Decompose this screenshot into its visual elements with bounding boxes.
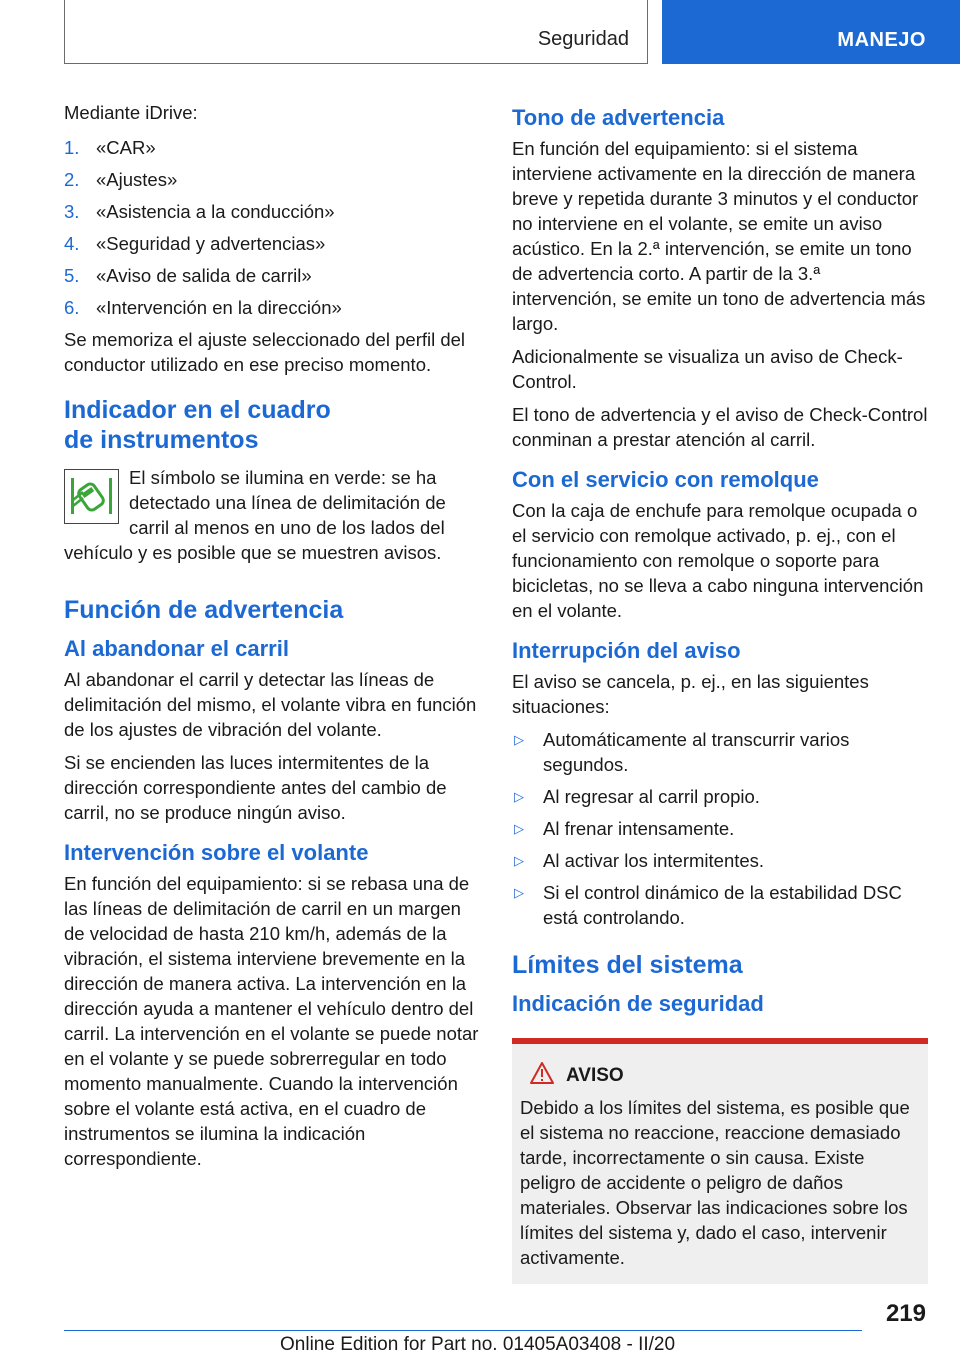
page-number: 219 xyxy=(885,1300,926,1327)
step-text: «Intervención en la dirección» xyxy=(96,297,342,318)
indicator-text: El símbolo se ilumina en verde: se ha detectado una línea de delimitación de carril al menos en uno de los lados del vehículo y es posible que se muestren avisos. xyxy=(64,467,446,563)
left-column xyxy=(64,100,480,1179)
interruption-list xyxy=(512,727,928,930)
list-item xyxy=(512,816,928,841)
indicator-section xyxy=(64,465,480,573)
triangle-bullet-icon: ▷ xyxy=(514,853,524,868)
intro-text: Mediante iDrive: xyxy=(64,102,198,123)
tone-text-1: En función del equipamiento: si el sistema interviene activamente en la dirección de manera breve y repetida durante 3 minutos y el conductor no interviene en el volante, se emite un aviso acústico. En la 2.ª intervención, se emite un tono de advertencia corto. A partir de la 3.ª intervención, se emite un tono de advertencia más largo. xyxy=(512,138,926,334)
warning-function-heading: Función de advertencia xyxy=(64,596,344,624)
list-item-text: Al frenar intensamente. xyxy=(543,818,735,839)
tone-text-3: El tono de advertencia y el aviso de Check-Control conminan a prestar atención al carril. xyxy=(512,404,928,450)
step-item xyxy=(64,167,480,192)
warning-title-row xyxy=(520,1062,920,1089)
triangle-bullet-icon: ▷ xyxy=(514,821,524,836)
step-text: «Seguridad y advertencias» xyxy=(96,233,326,254)
list-item-text: Si el control dinámico de la estabilidad DSC está controlando. xyxy=(543,882,902,928)
triangle-bullet-icon: ▷ xyxy=(514,732,524,747)
warning-title: AVISO xyxy=(566,1064,624,1086)
header-bar xyxy=(64,0,648,64)
list-item-text: Al regresar al carril propio. xyxy=(543,786,760,807)
list-item xyxy=(512,784,928,809)
step-text: «CAR» xyxy=(96,137,156,158)
list-item xyxy=(512,880,928,930)
list-item xyxy=(512,727,928,777)
step-number: 3. xyxy=(64,201,80,222)
warning-text: Debido a los límites del sistema, es posible que el sistema no reaccione, reaccione demasiado tarde, incorrectamente o sin causa. Existe peligro de accidente o peligro de daños materiales. Observar las indicaciones sobre los límites del sistema y, dado el caso, intervenir activamente. xyxy=(520,1097,910,1268)
list-item xyxy=(512,848,928,873)
indicator-heading: Indicador en el cuadro de instrumentos xyxy=(64,396,331,454)
leave-lane-text-1: Al abandonar el carril y detectar las líneas de delimitación del mismo, el volante vibra en función de los ajustes de vibración del volante. xyxy=(64,669,477,740)
list-item-text: Automáticamente al transcurrir varios segundos. xyxy=(543,729,850,775)
step-item xyxy=(64,231,480,256)
trailer-heading: Con el servicio con remolque xyxy=(512,467,819,492)
interruption-text: El aviso se cancela, p. ej., en las siguientes situaciones: xyxy=(512,671,869,717)
leave-lane-heading: Al abandonar el carril xyxy=(64,636,289,661)
chapter-tab-label: MANEJO xyxy=(837,29,926,51)
step-number: 1. xyxy=(64,137,80,158)
tone-text-2: Adicionalmente se visualiza un aviso de Check-Control. xyxy=(512,346,903,392)
step-number: 2. xyxy=(64,169,80,190)
step-item xyxy=(64,295,480,320)
step-number: 6. xyxy=(64,297,80,318)
lane-departure-icon xyxy=(64,469,119,524)
step-number: 4. xyxy=(64,233,80,254)
triangle-bullet-icon: ▷ xyxy=(514,789,524,804)
step-text: «Asistencia a la conducción» xyxy=(96,201,335,222)
step-number: 5. xyxy=(64,265,80,286)
step-text: «Ajustes» xyxy=(96,169,178,190)
trailer-text: Con la caja de enchufe para remolque ocupada o el servicio con remolque activado, p. ej., con el funcionamiento con remolque o soporte para bicicletas, no se lleva a cabo ninguna intervención en el volante. xyxy=(512,500,924,621)
step-text: «Aviso de salida de carril» xyxy=(96,265,312,286)
right-column xyxy=(512,100,928,1284)
triangle-bullet-icon: ▷ xyxy=(514,885,524,900)
step-item xyxy=(64,263,480,288)
step-item xyxy=(64,135,480,160)
footer-divider xyxy=(64,1330,862,1331)
safety-heading: Indicación de seguridad xyxy=(512,991,764,1016)
leave-lane-text-2: Si se encienden las luces intermitentes de la dirección correspondiente antes del cambio de carril, no se produce ningún aviso. xyxy=(64,752,447,823)
edition-note: Online Edition for Part no. 01405A03408 - II/20 xyxy=(280,1334,676,1355)
steering-heading: Intervención sobre el volante xyxy=(64,840,369,865)
tone-heading: Tono de advertencia xyxy=(512,105,725,130)
step-item xyxy=(64,199,480,224)
list-item-text: Al activar los intermitentes. xyxy=(543,850,765,871)
warning-box xyxy=(512,1038,928,1284)
chapter-tab xyxy=(662,0,960,64)
memo-text: Se memoriza el ajuste seleccionado del perfil del conductor utilizado en ese preciso momento. xyxy=(64,329,466,375)
system-limits-heading: Límites del sistema xyxy=(512,951,743,979)
idrive-steps xyxy=(64,135,480,320)
warning-triangle-icon xyxy=(530,1062,554,1089)
section-title: Seguridad xyxy=(537,28,629,50)
interruption-heading: Interrupción del aviso xyxy=(512,638,741,663)
steering-text: En función del equipamiento: si se rebasa una de las líneas de delimitación de carril en un margen de velocidad de hasta 210 km/h, además de la vibración, el sistema interviene brevemente en la dirección de manera activa. La intervención en la dirección ayuda a mantener el vehículo dentro del carril. La intervención en el volante se puede notar en el volante y se puede sobrerregular en todo momento manualmente. Cuando la intervención sobre el volante está activa, en el cuadro de instrumentos se ilumina la indicación correspondiente. xyxy=(64,873,479,1169)
